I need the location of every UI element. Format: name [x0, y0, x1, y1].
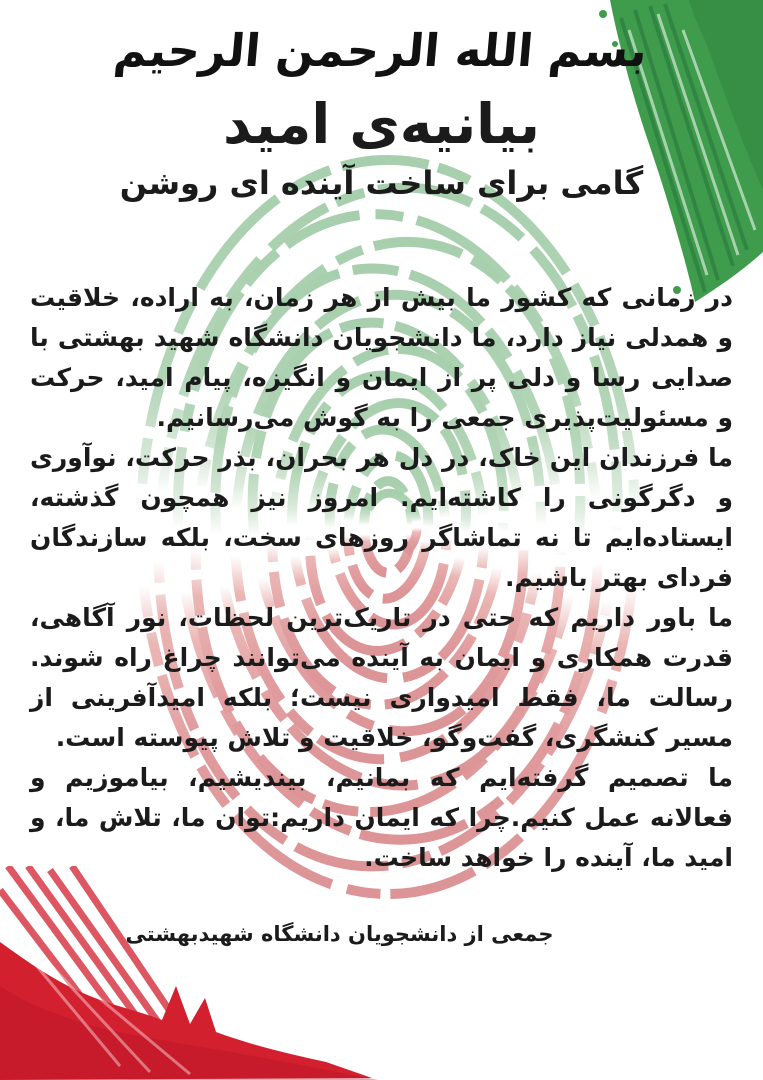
bismillah-calligraphy: بسم الله الرحمن الرحیم [111, 24, 650, 77]
statement-body [30, 278, 733, 878]
signature: جمعی از دانشجویان دانشگاه شهیدبهشتی [125, 922, 554, 947]
statement-paragraph: ما فرزندان این خاک، در دل هر بحران، بذر حرکت، نوآوری و دگرگونی را کاشته‌ایم. امروز نیز همچون گذشته، ایستاده‌ایم تا نه تماشاگر روزهای سخت، بلکه سازندگان فردای بهتر باشیم. [30, 443, 733, 593]
page-subtitle: گامی برای ساخت آینده ای روشن [119, 164, 644, 203]
statement-paragraph: ما باور داریم که حتی در تاریک‌ترین لحظات، نور آگاهی، قدرت همکاری و ایمان به آینده می‌توانند چراغ راه شوند. رسالت ما، فقط امیدواری نیست؛ بلکه امیدآفرینی از مسیر کنشگری، گفت‌وگو، خلاقیت و تلاش پیوسته است. [30, 603, 733, 753]
statement-paragraph: در زمانی که کشور ما بیش از هر زمان، به اراده، خلاقیت و همدلی نیاز دارد، ما دانشجویان دانشگاه شهید بهشتی با صدایی رسا و دلی پر از ایمان و انگیزه، پیام امید، حرکت و مسئولیت‌پذیری جمعی را به گوش می‌رسانیم. [30, 283, 733, 433]
page-title: بیانیه‌ی امید [223, 92, 540, 156]
statement-paragraph: ما تصمیم گرفته‌ایم که بمانیم، بیندیشیم، بیاموزیم و فعالانه عمل کنیم.چرا که ایمان داریم:توان ما، تلاش ما، و امید ما، آینده را خواهد ساخت. [30, 763, 733, 873]
